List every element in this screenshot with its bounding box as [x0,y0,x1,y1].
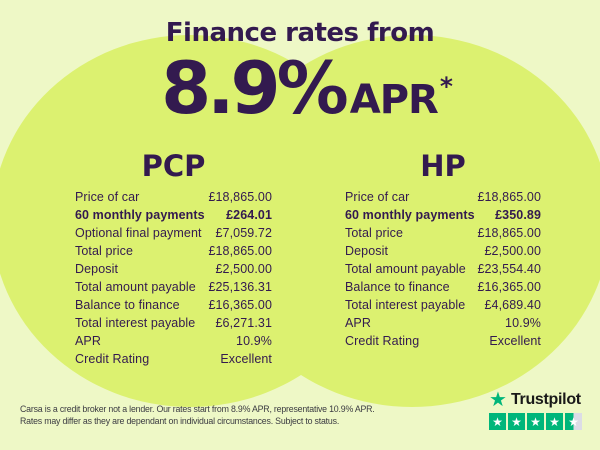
row-value: 10.9% [236,334,272,348]
table-row [75,188,272,206]
row-label: Total amount payable [75,280,196,294]
rating-star-icon: ★ [508,413,525,430]
row-label: 60 monthly payments [345,208,475,222]
row-label: Optional final payment [75,226,202,240]
trustpilot-wordmark: Trustpilot [510,391,581,408]
table-row [75,260,272,278]
trustpilot-star-icon: ★ [489,389,507,411]
hp-rows [345,188,541,350]
row-value: £2,500.00 [215,262,272,276]
legal-disclaimer [20,403,470,427]
pcp-rows [75,188,272,368]
row-value: Excellent [220,352,272,366]
headline-rate: 8.9% [161,46,345,130]
row-label: APR [345,316,372,330]
row-label: 60 monthly payments [75,208,205,222]
table-row [345,314,541,332]
rating-star-icon: ★ [489,413,506,430]
row-label: Balance to finance [75,298,180,312]
table-row [75,332,272,350]
row-value: £18,865.00 [477,190,541,204]
table-row [345,260,541,278]
row-value: £264.01 [226,208,272,222]
headline [0,46,600,130]
page-title: Finance rates from [165,18,435,48]
pcp-header: PCP [141,149,206,183]
disclaimer-line-1: Carsa is a credit broker not a lender. Our rates start from 8.9% APR, representative 10.9% APR. [20,404,375,414]
row-value: £6,271.31 [215,316,272,330]
trustpilot-logo [489,390,582,410]
disclaimer-line-2: Rates may differ as they are dependant on individual circumstances. Subject to status. [20,416,340,426]
hp-table [345,150,541,350]
trustpilot-badge [489,390,582,430]
row-value: £4,689.40 [484,298,541,312]
row-value: £2,500.00 [484,244,541,258]
table-row [75,314,272,332]
rating-star-icon: ★ [527,413,544,430]
row-label: Deposit [345,244,389,258]
trustpilot-rating-4-5-stars [489,413,582,430]
row-value: £7,059.72 [215,226,272,240]
row-value: £16,365.00 [477,280,541,294]
table-row [75,206,272,224]
row-label: Balance to finance [345,280,450,294]
row-label: Deposit [75,262,119,276]
table-row [75,296,272,314]
row-label: Total interest payable [75,316,196,330]
row-label: Total price [345,226,404,240]
table-row [345,332,541,350]
row-label: Total interest payable [345,298,466,312]
row-value: £18,865.00 [477,226,541,240]
table-row [345,206,541,224]
table-row [75,242,272,260]
hp-header: HP [420,149,466,183]
row-value: £18,865.00 [208,190,272,204]
row-value: £16,365.00 [208,298,272,312]
row-value: £18,865.00 [208,244,272,258]
table-row [345,242,541,260]
row-value: Excellent [489,334,541,348]
row-value: £25,136.31 [208,280,272,294]
row-label: Credit Rating [75,352,150,366]
row-label: Total price [75,244,134,258]
row-label: Credit Rating [345,334,420,348]
row-label: APR [75,334,102,348]
row-value: £23,554.40 [477,262,541,276]
table-row [75,350,272,368]
table-row [345,296,541,314]
row-label: Total amount payable [345,262,466,276]
row-value: 10.9% [505,316,541,330]
rating-star-icon: ★ [546,413,563,430]
table-row [345,224,541,242]
table-row [345,188,541,206]
table-row [75,224,272,242]
row-label: Price of car [75,190,140,204]
table-row [75,278,272,296]
rating-half-star-icon: ★ [565,413,582,430]
table-row [345,278,541,296]
pcp-table [75,150,272,368]
headline-apr-label: APR [349,77,438,123]
headline-asterisk: * [439,72,453,101]
row-label: Price of car [345,190,410,204]
row-value: £350.89 [495,208,541,222]
